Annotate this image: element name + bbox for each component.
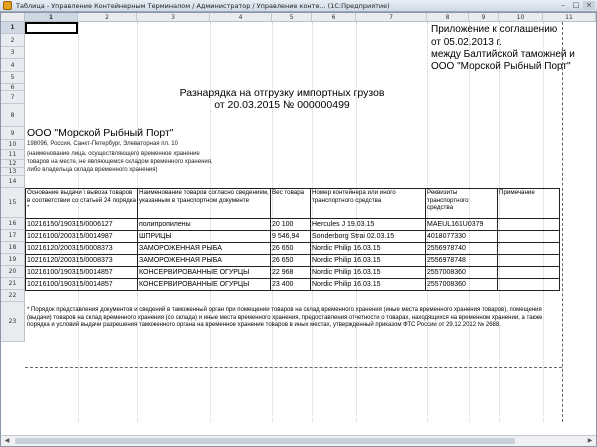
column-header[interactable]: 10 [499, 13, 543, 22]
select-all-corner[interactable] [1, 13, 25, 22]
table-cell[interactable]: 2556978748 [426, 255, 498, 267]
company-description: (наименование лица, осуществляющего временное хранение [27, 151, 200, 157]
close-button[interactable]: × [583, 1, 595, 10]
table-cell[interactable] [498, 267, 560, 279]
row-header[interactable]: 14 [1, 176, 25, 188]
column-header[interactable]: 4 [210, 13, 272, 22]
row-header[interactable]: 6 [1, 84, 25, 91]
title-bar [0, 0, 597, 12]
table-cell[interactable]: 2556978740 [426, 243, 498, 255]
table-cell[interactable]: 20 100 [271, 219, 311, 231]
annex-line: от 05.02.2013 г. [431, 37, 502, 48]
table-cell[interactable] [498, 219, 560, 231]
row-header[interactable]: 11 [1, 150, 25, 160]
table-cell[interactable]: 26 650 [271, 243, 311, 255]
footnote: * Порядок представления документов и сведений в таможенный орган при помещении товаров на склад временного хранения (иные места временного хранения товаров), помещения (выдачи) товаров на склад временного хранения (со склада) и иные места временного хранения, предоставления отчетности о товарах, находящихся на временном хранении, а также порядка и условий выдачи разрешения таможенного органа на временное хранение товаров в иных местах, утвержденный приказом ФТС России от 29.12.2012 № 2688. [27, 307, 543, 328]
active-cell[interactable] [25, 22, 78, 34]
column-header[interactable]: 1 [25, 13, 78, 22]
table-header-row [26, 189, 560, 219]
row-header[interactable]: 5 [1, 72, 25, 84]
table-cell[interactable]: ШПРИЦЫ [138, 231, 271, 243]
table-cell[interactable]: 10216120/200315/0008373 [26, 243, 138, 255]
row-header[interactable]: 3 [1, 47, 25, 59]
company-address: 198096, Россия, Санкт-Петербург, Элеваторная пл. 10 [27, 141, 178, 147]
table-cell[interactable]: Sonderborg Strai 02.03.15 [311, 231, 426, 243]
row-header[interactable]: 7 [1, 91, 25, 104]
scroll-right-icon[interactable]: ▶ [587, 437, 593, 444]
table-row [26, 243, 560, 255]
table-cell[interactable]: 10216120/200315/0008373 [26, 255, 138, 267]
row-header[interactable]: 9 [1, 127, 25, 140]
spreadsheet[interactable] [0, 12, 597, 447]
table-cell[interactable]: ЗАМОРОЖЕННАЯ РЫБА [138, 243, 271, 255]
table-cell[interactable]: 10216150/190315/0006127 [26, 219, 138, 231]
shipment-table [25, 188, 560, 291]
company-description: товаров на месте, не являющемся складом временного хранения, [27, 159, 213, 165]
row-header[interactable]: 2 [1, 34, 25, 47]
column-header[interactable]: 9 [469, 13, 499, 22]
company-name: ООО "Морской Рыбный Порт" [27, 127, 174, 139]
table-row [26, 231, 560, 243]
maximize-button[interactable]: □ [572, 1, 580, 9]
app-icon [3, 1, 12, 10]
table-row [26, 219, 560, 231]
table-row [26, 255, 560, 267]
table-cell[interactable]: КОНСЕРВИРОВАННЫЕ ОГУРЦЫ [138, 279, 271, 291]
row-header[interactable]: 16 [1, 218, 25, 230]
row-header[interactable]: 20 [1, 266, 25, 278]
table-cell[interactable]: 2557008360 [426, 267, 498, 279]
column-header-vehicle[interactable]: Реквизиты транспортного средства [426, 189, 498, 219]
table-cell[interactable]: ЗАМОРОЖЕННАЯ РЫБА [138, 255, 271, 267]
column-header[interactable]: 7 [356, 13, 427, 22]
table-row [26, 267, 560, 279]
document-title: Разнарядка на отгрузку импортных грузов [179, 87, 385, 99]
table-cell[interactable]: 10216100/200315/0014987 [26, 231, 138, 243]
column-header[interactable]: 2 [78, 13, 137, 22]
annex-line: Приложение к соглашению [431, 24, 558, 35]
column-header[interactable]: 3 [137, 13, 210, 22]
row-header[interactable]: 18 [1, 242, 25, 254]
row-header[interactable]: 22 [1, 290, 25, 302]
table-cell[interactable]: 4018077330 [426, 231, 498, 243]
row-header[interactable]: 12 [1, 160, 25, 168]
table-cell[interactable] [498, 279, 560, 291]
table-cell[interactable]: Hercules J 19.03.15 [311, 219, 426, 231]
page-break-vertical [562, 22, 563, 422]
table-cell[interactable]: 2557008360 [426, 279, 498, 291]
window-title: Таблица - Управление Контейнерным Терминалом / Администратор / Управление конте... (1С:Предприятие) [16, 1, 390, 10]
row-header[interactable]: 8 [1, 104, 25, 127]
scrollbar-thumb[interactable] [15, 438, 515, 444]
row-header[interactable]: 21 [1, 278, 25, 290]
minimize-button[interactable]: – [561, 1, 565, 9]
column-header[interactable]: 11 [543, 13, 596, 22]
table-cell[interactable]: Nordic Philip 16.03.15 [311, 243, 426, 255]
table-cell[interactable] [498, 255, 560, 267]
table-cell[interactable]: Nordic Philip 16.03.15 [311, 267, 426, 279]
table-cell[interactable]: 23 400 [271, 279, 311, 291]
table-row [26, 279, 560, 291]
row-header[interactable]: 10 [1, 140, 25, 150]
row-header[interactable]: 13 [1, 168, 25, 176]
table-cell[interactable] [498, 243, 560, 255]
horizontal-scrollbar[interactable] [1, 435, 596, 446]
annex-line: между Балтийской таможней и [431, 49, 575, 60]
column-header[interactable]: 5 [272, 13, 312, 22]
document-number: от 20.03.2015 № 000000499 [214, 99, 350, 111]
table-cell[interactable]: 9 546,94 [271, 231, 311, 243]
column-header-basis[interactable]: Основание выдачи \ вывоза товаров в соответствии со статьей 24 порядка * [26, 189, 138, 219]
table-cell[interactable]: Nordic Philip 16.03.15 [311, 279, 426, 291]
column-header-note[interactable]: Примечание [498, 189, 560, 219]
row-header[interactable]: 1 [1, 22, 25, 34]
column-header[interactable]: 6 [312, 13, 356, 22]
row-header[interactable]: 17 [1, 230, 25, 242]
window-controls [557, 1, 595, 10]
table-cell[interactable] [498, 231, 560, 243]
column-header-container[interactable]: Номер контейнера или иного транспортного средства [311, 189, 426, 219]
row-header[interactable]: 19 [1, 254, 25, 266]
column-header-weight[interactable]: Вес товара [271, 189, 311, 219]
company-description: либо владельца склада временного хранения) [27, 167, 158, 173]
row-header[interactable]: 23 [1, 302, 25, 342]
table-cell[interactable]: КОНСЕРВИРОВАННЫЕ ОГУРЦЫ [138, 267, 271, 279]
table-cell[interactable]: 10216100/190315/0014857 [26, 279, 138, 291]
annex-line: ООО "Морской Рыбный Порт" [431, 61, 571, 72]
table-cell[interactable]: 10216100/190315/0014857 [26, 267, 138, 279]
table-cell[interactable]: MAEUL161U0379 [426, 219, 498, 231]
row-header[interactable]: 15 [1, 188, 25, 218]
scroll-left-icon[interactable]: ◀ [4, 437, 10, 444]
row-header[interactable]: 4 [1, 59, 25, 72]
table-cell[interactable]: 22 968 [271, 267, 311, 279]
column-header[interactable]: 8 [427, 13, 469, 22]
table-cell[interactable]: полипропилены [138, 219, 271, 231]
column-header-goods[interactable]: Наименование товаров согласно сведениям, указанным в транспортном документе [138, 189, 271, 219]
page-break-horizontal [25, 367, 562, 368]
table-cell[interactable]: 26 650 [271, 255, 311, 267]
table-cell[interactable]: Nordic Philip 16.03.15 [311, 255, 426, 267]
